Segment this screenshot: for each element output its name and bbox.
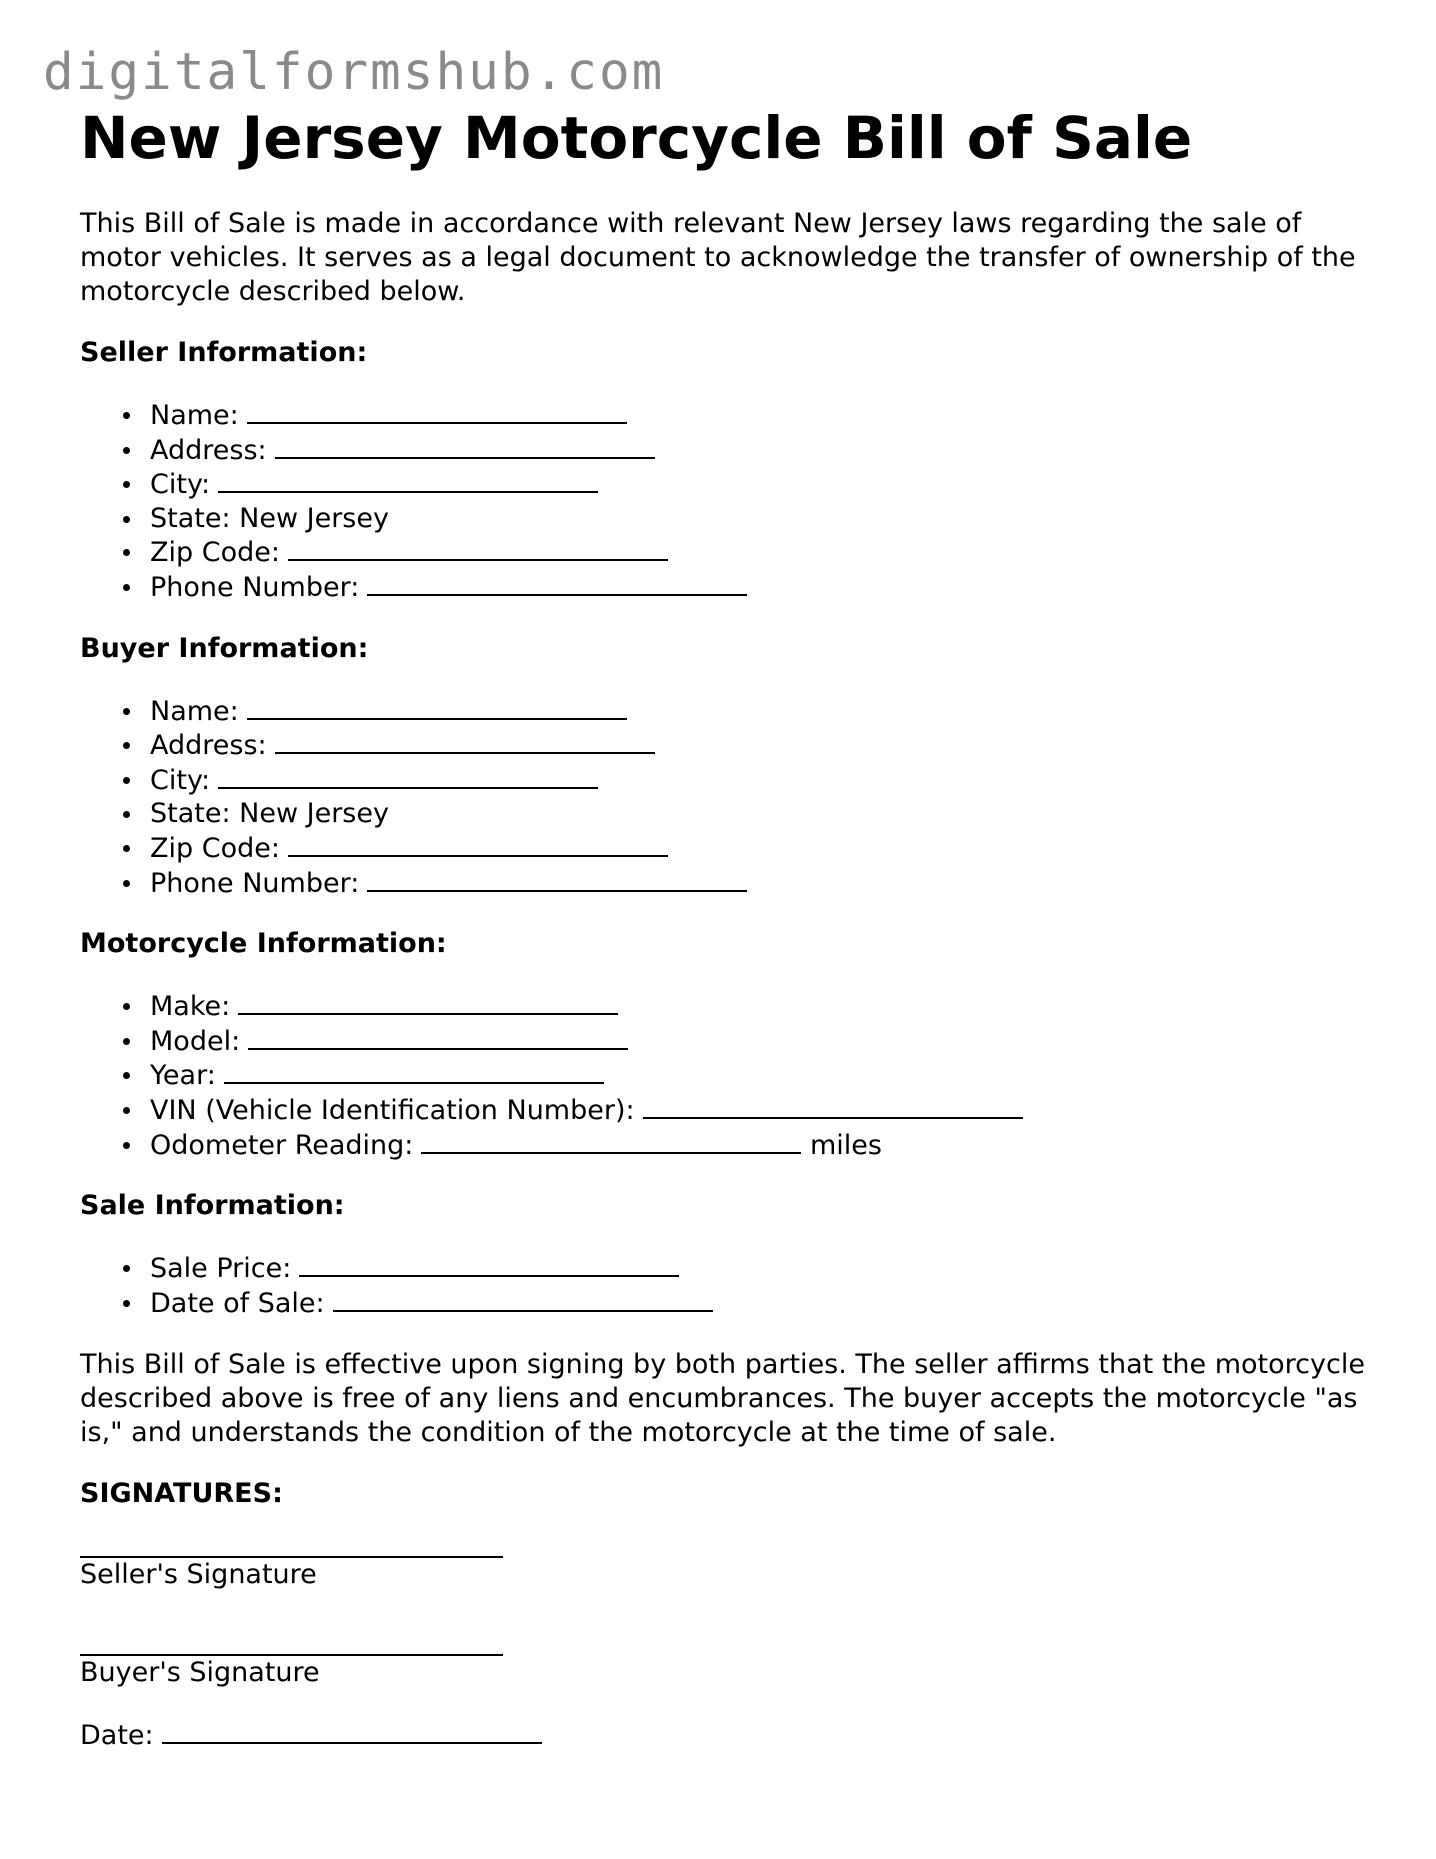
buyer-city-blank[interactable] bbox=[218, 763, 598, 789]
motorcycle-odometer-field bbox=[150, 1128, 1380, 1163]
seller-name-label: Name: bbox=[150, 400, 239, 431]
seller-signature-block bbox=[80, 1554, 1380, 1592]
motorcycle-vin-field bbox=[150, 1093, 1380, 1128]
buyer-address-label: Address: bbox=[150, 730, 267, 762]
seller-city-label: City: bbox=[150, 469, 211, 501]
seller-city-blank[interactable] bbox=[218, 467, 598, 493]
seller-phone-label: Phone Number: bbox=[150, 571, 360, 603]
seller-heading: Seller Information: bbox=[80, 337, 368, 368]
seller-name-field bbox=[150, 398, 1380, 433]
motorcycle-model-label: Model: bbox=[150, 1025, 241, 1057]
motorcycle-make-field bbox=[150, 989, 1380, 1024]
buyer-name-blank[interactable] bbox=[247, 694, 627, 720]
signature-date-blank[interactable] bbox=[162, 1718, 542, 1744]
motorcycle-vin-blank[interactable] bbox=[643, 1093, 1023, 1119]
motorcycle-odometer-unit: miles bbox=[810, 1129, 882, 1161]
buyer-address-field bbox=[150, 728, 1380, 763]
seller-signature-label: Seller's Signature bbox=[80, 1559, 317, 1591]
buyer-name-label: Name: bbox=[150, 695, 239, 727]
buyer-signature-block bbox=[80, 1652, 1380, 1690]
motorcycle-heading: Motorcycle Information: bbox=[80, 928, 447, 960]
intro-paragraph: This Bill of Sale is made in accordance with relevant New Jersey laws regarding the sale of motor vehicles. It serves as a legal document to acknowledge the transfer of ownership of the motorcycle described below. bbox=[80, 208, 1356, 307]
signatures-heading: SIGNATURES: bbox=[80, 1478, 283, 1510]
seller-phone-blank[interactable] bbox=[367, 570, 747, 596]
buyer-address-blank[interactable] bbox=[275, 728, 655, 754]
buyer-city-field bbox=[150, 763, 1380, 798]
seller-name-blank[interactable] bbox=[247, 398, 627, 424]
motorcycle-make-blank[interactable] bbox=[238, 989, 618, 1015]
sale-date-label: Date of Sale: bbox=[150, 1287, 325, 1319]
seller-state-field bbox=[150, 502, 1380, 536]
seller-address-label: Address: bbox=[150, 434, 267, 466]
closing-paragraph: This Bill of Sale is effective upon signing by both parties. The seller affirms that the motorcycle described above is free of any liens and encumbrances. The buyer accepts the motorcycle "as is," and understands the condition of the motorcycle at the time of sale. bbox=[80, 1349, 1365, 1449]
sale-date-blank[interactable] bbox=[333, 1286, 713, 1312]
motorcycle-make-label: Make: bbox=[150, 991, 231, 1023]
buyer-phone-label: Phone Number: bbox=[150, 867, 360, 899]
buyer-heading: Buyer Information: bbox=[80, 632, 369, 664]
buyer-state-field bbox=[150, 797, 1380, 831]
motorcycle-field-list bbox=[80, 989, 1380, 1162]
seller-phone-field bbox=[150, 570, 1380, 605]
motorcycle-odometer-label: Odometer Reading: bbox=[150, 1129, 414, 1161]
buyer-signature-label: Buyer's Signature bbox=[80, 1657, 320, 1689]
seller-zip-blank[interactable] bbox=[288, 535, 668, 561]
buyer-zip-label: Zip Code: bbox=[150, 832, 280, 864]
buyer-state-text: State: New Jersey bbox=[150, 798, 389, 830]
watermark: digitalformshub.com bbox=[43, 43, 665, 102]
seller-zip-field bbox=[150, 535, 1380, 570]
signature-date-label: Date: bbox=[80, 1720, 154, 1752]
seller-state-text: State: New Jersey bbox=[150, 502, 389, 534]
buyer-name-field bbox=[150, 694, 1380, 729]
motorcycle-vin-label: VIN (Vehicle Identification Number): bbox=[150, 1094, 635, 1126]
motorcycle-odometer-blank[interactable] bbox=[421, 1128, 801, 1154]
seller-address-blank[interactable] bbox=[275, 433, 655, 459]
sale-price-label: Sale Price: bbox=[150, 1253, 292, 1285]
motorcycle-model-blank[interactable] bbox=[248, 1024, 628, 1050]
motorcycle-model-field bbox=[150, 1024, 1380, 1059]
buyer-zip-blank[interactable] bbox=[288, 831, 668, 857]
document-page bbox=[80, 98, 1380, 1753]
sale-date-field bbox=[150, 1286, 1380, 1321]
motorcycle-year-blank[interactable] bbox=[224, 1058, 604, 1084]
page-title: New Jersey Motorcycle Bill of Sale bbox=[80, 104, 1193, 172]
sale-heading: Sale Information: bbox=[80, 1190, 345, 1222]
buyer-field-list bbox=[80, 694, 1380, 901]
seller-field-list bbox=[80, 398, 1380, 605]
seller-address-field bbox=[150, 433, 1380, 468]
buyer-zip-field bbox=[150, 831, 1380, 866]
signature-date-field bbox=[80, 1718, 1380, 1753]
seller-zip-label: Zip Code: bbox=[150, 537, 280, 569]
buyer-phone-blank[interactable] bbox=[367, 866, 747, 892]
buyer-city-label: City: bbox=[150, 764, 211, 796]
sale-price-blank[interactable] bbox=[299, 1251, 679, 1277]
seller-city-field bbox=[150, 467, 1380, 502]
motorcycle-year-field bbox=[150, 1058, 1380, 1093]
sale-field-list bbox=[80, 1251, 1380, 1320]
sale-price-field bbox=[150, 1251, 1380, 1286]
buyer-phone-field bbox=[150, 866, 1380, 901]
motorcycle-year-label: Year: bbox=[150, 1060, 216, 1092]
